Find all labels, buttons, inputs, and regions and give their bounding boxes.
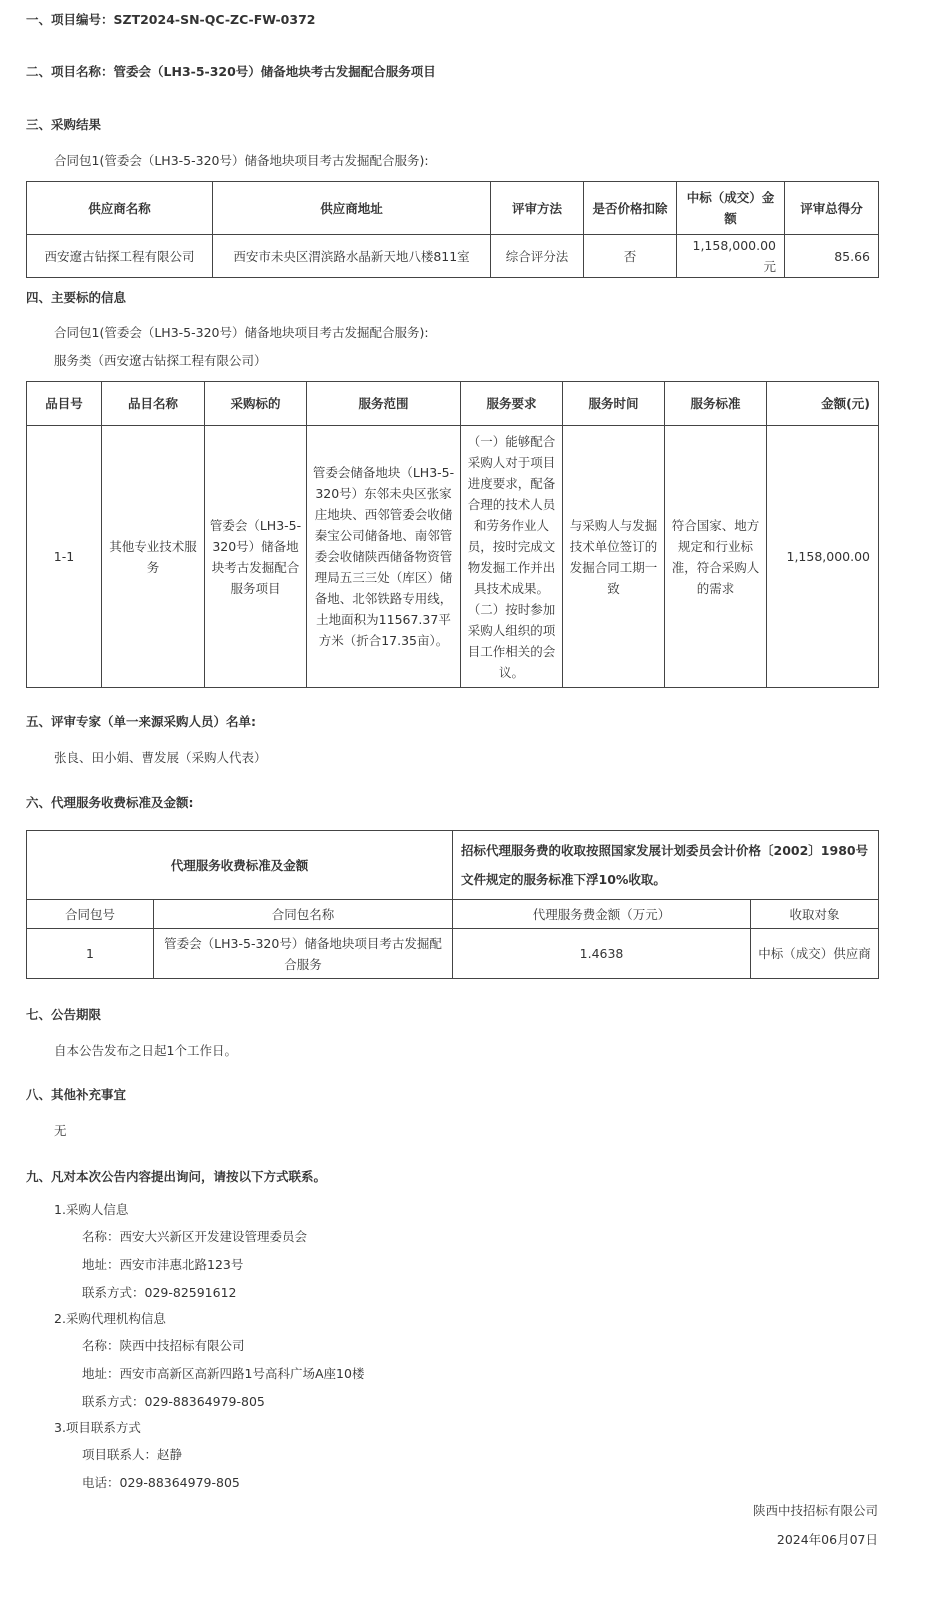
table-row [27, 426, 879, 688]
col-package-name: 合同包名称 [154, 900, 453, 929]
fee-standard-text: 招标代理服务费的收取按照国家发展计划委员会计价格〔2002〕1980号文件规定的服务标准下浮10%收取。 [453, 831, 879, 900]
supplier-name: 西安遼古钻探工程有限公司 [27, 235, 213, 278]
col-item-name: 品目名称 [102, 382, 205, 426]
agency-phone: 联系方式：029-88364979-805 [82, 1394, 265, 1409]
subject-header-row [27, 382, 879, 426]
col-scope: 服务范围 [307, 382, 461, 426]
item-amount: 1,158,000.00 [767, 426, 879, 688]
section-agency-fee-title: 六、代理服务收费标准及金额: [26, 795, 194, 810]
item-target: 管委会（LH3-5-320号）储备地块考古发掘配合服务项目 [205, 426, 307, 688]
purchaser-info-title: 1.采购人信息 [54, 1202, 129, 1217]
col-charged-party: 收取对象 [751, 900, 879, 929]
fee-standard-row [27, 831, 879, 900]
item-scope: 管委会储备地块（LH3-5-320号）东邻未央区张家庄地块、西邻管委会收储秦宝公司储备地、南邻管委会收储陕西储备物资管理局五三三处（库区）储备地、北邻铁路专用线，土地面积为11567.37平方米（折合17.35亩）。 [307, 426, 461, 688]
col-price-deduction: 是否价格扣除 [584, 182, 677, 235]
item-requirement: （一）能够配合采购人对于项目进度要求，配备合理的技术人员和劳务作业人员，按时完成文物发掘工作并出具技术成果。（二）按时参加采购人组织的项目工作相关的会议。 [461, 426, 563, 688]
fee-header-row [27, 900, 879, 929]
agency-info-title: 2.采购代理机构信息 [54, 1311, 166, 1326]
subject-category-label: 服务类（西安遼古钻探工程有限公司） [54, 353, 267, 368]
project-contact-title: 3.项目联系方式 [54, 1420, 141, 1435]
item-standard: 符合国家、地方规定和行业标准，符合采购人的需求 [665, 426, 767, 688]
item-time: 与采购人与发掘技术单位签订的发掘合同工期一致 [563, 426, 665, 688]
project-contact-person: 项目联系人：赵静 [82, 1447, 183, 1462]
item-name: 其他专业技术服务 [102, 426, 205, 688]
col-package-no: 合同包号 [27, 900, 154, 929]
item-no: 1-1 [27, 426, 102, 688]
section-contact-title: 九、凡对本次公告内容提出询问，请按以下方式联系。 [26, 1169, 327, 1184]
purchaser-phone: 联系方式：029-82591612 [82, 1285, 237, 1300]
footer-company: 陕西中技招标有限公司 [752, 1503, 878, 1518]
col-requirement: 服务要求 [461, 382, 563, 426]
supplement-text: 无 [54, 1123, 67, 1138]
agency-fee-table [26, 830, 879, 979]
fee-amount: 1.4638 [453, 929, 751, 979]
subject-info-table [26, 381, 879, 688]
package-name: 管委会（LH3-5-320号）储备地块项目考古发掘配合服务 [154, 929, 453, 979]
project-phone: 电话：029-88364979-805 [82, 1475, 240, 1490]
subject-package-label: 合同包1(管委会（LH3-5-320号）储备地块项目考古发掘配合服务): [54, 325, 429, 340]
section-supplement-title: 八、其他补充事宜 [26, 1087, 127, 1102]
col-item-no: 品目号 [27, 382, 102, 426]
footer-date: 2024年06月07日 [776, 1532, 878, 1547]
col-supplier-address: 供应商地址 [213, 182, 491, 235]
table-row [27, 929, 879, 979]
agency-address: 地址：西安市高新区高新四路1号高科广场A座10楼 [82, 1366, 365, 1381]
col-bid-amount: 中标（成交）金额 [677, 182, 785, 235]
fee-standard-label: 代理服务收费标准及金额 [27, 831, 453, 900]
project-number: 一、项目编号：SZT2024-SN-QC-ZC-FW-0372 [26, 12, 316, 27]
result-package-label: 合同包1(管委会（LH3-5-320号）储备地块项目考古发掘配合服务): [54, 153, 429, 168]
purchaser-address: 地址：西安市沣惠北路123号 [82, 1257, 244, 1272]
purchaser-name: 名称：西安大兴新区开发建设管理委员会 [82, 1229, 308, 1244]
package-no: 1 [27, 929, 154, 979]
section-procurement-result-title: 三、采购结果 [26, 117, 102, 132]
col-fee-amount: 代理服务费金额（万元） [453, 900, 751, 929]
col-standard: 服务标准 [665, 382, 767, 426]
project-name: 二、项目名称：管委会（LH3-5-320号）储备地块考古发掘配合服务项目 [26, 64, 436, 79]
notice-period-text: 自本公告发布之日起1个工作日。 [54, 1043, 237, 1058]
procurement-result-table [26, 181, 879, 278]
result-header-row [27, 182, 879, 235]
price-deduction: 否 [584, 235, 677, 278]
col-amount: 金额(元) [767, 382, 879, 426]
col-total-score: 评审总得分 [785, 182, 879, 235]
bid-amount: 1,158,000.00元 [677, 235, 785, 278]
table-row [27, 235, 879, 278]
review-method: 综合评分法 [491, 235, 584, 278]
section-experts-title: 五、评审专家（单一来源采购人员）名单: [26, 714, 256, 729]
total-score: 85.66 [785, 235, 879, 278]
col-review-method: 评审方法 [491, 182, 584, 235]
agency-name: 名称：陕西中技招标有限公司 [82, 1338, 245, 1353]
col-supplier-name: 供应商名称 [27, 182, 213, 235]
supplier-address: 西安市未央区渭滨路水晶新天地八楼811室 [213, 235, 491, 278]
charged-party: 中标（成交）供应商 [751, 929, 879, 979]
experts-list: 张良、田小娟、曹发展（采购人代表） [54, 750, 267, 765]
col-target: 采购标的 [205, 382, 307, 426]
col-time: 服务时间 [563, 382, 665, 426]
section-notice-period-title: 七、公告期限 [26, 1007, 102, 1022]
section-main-subject-title: 四、主要标的信息 [26, 290, 127, 305]
